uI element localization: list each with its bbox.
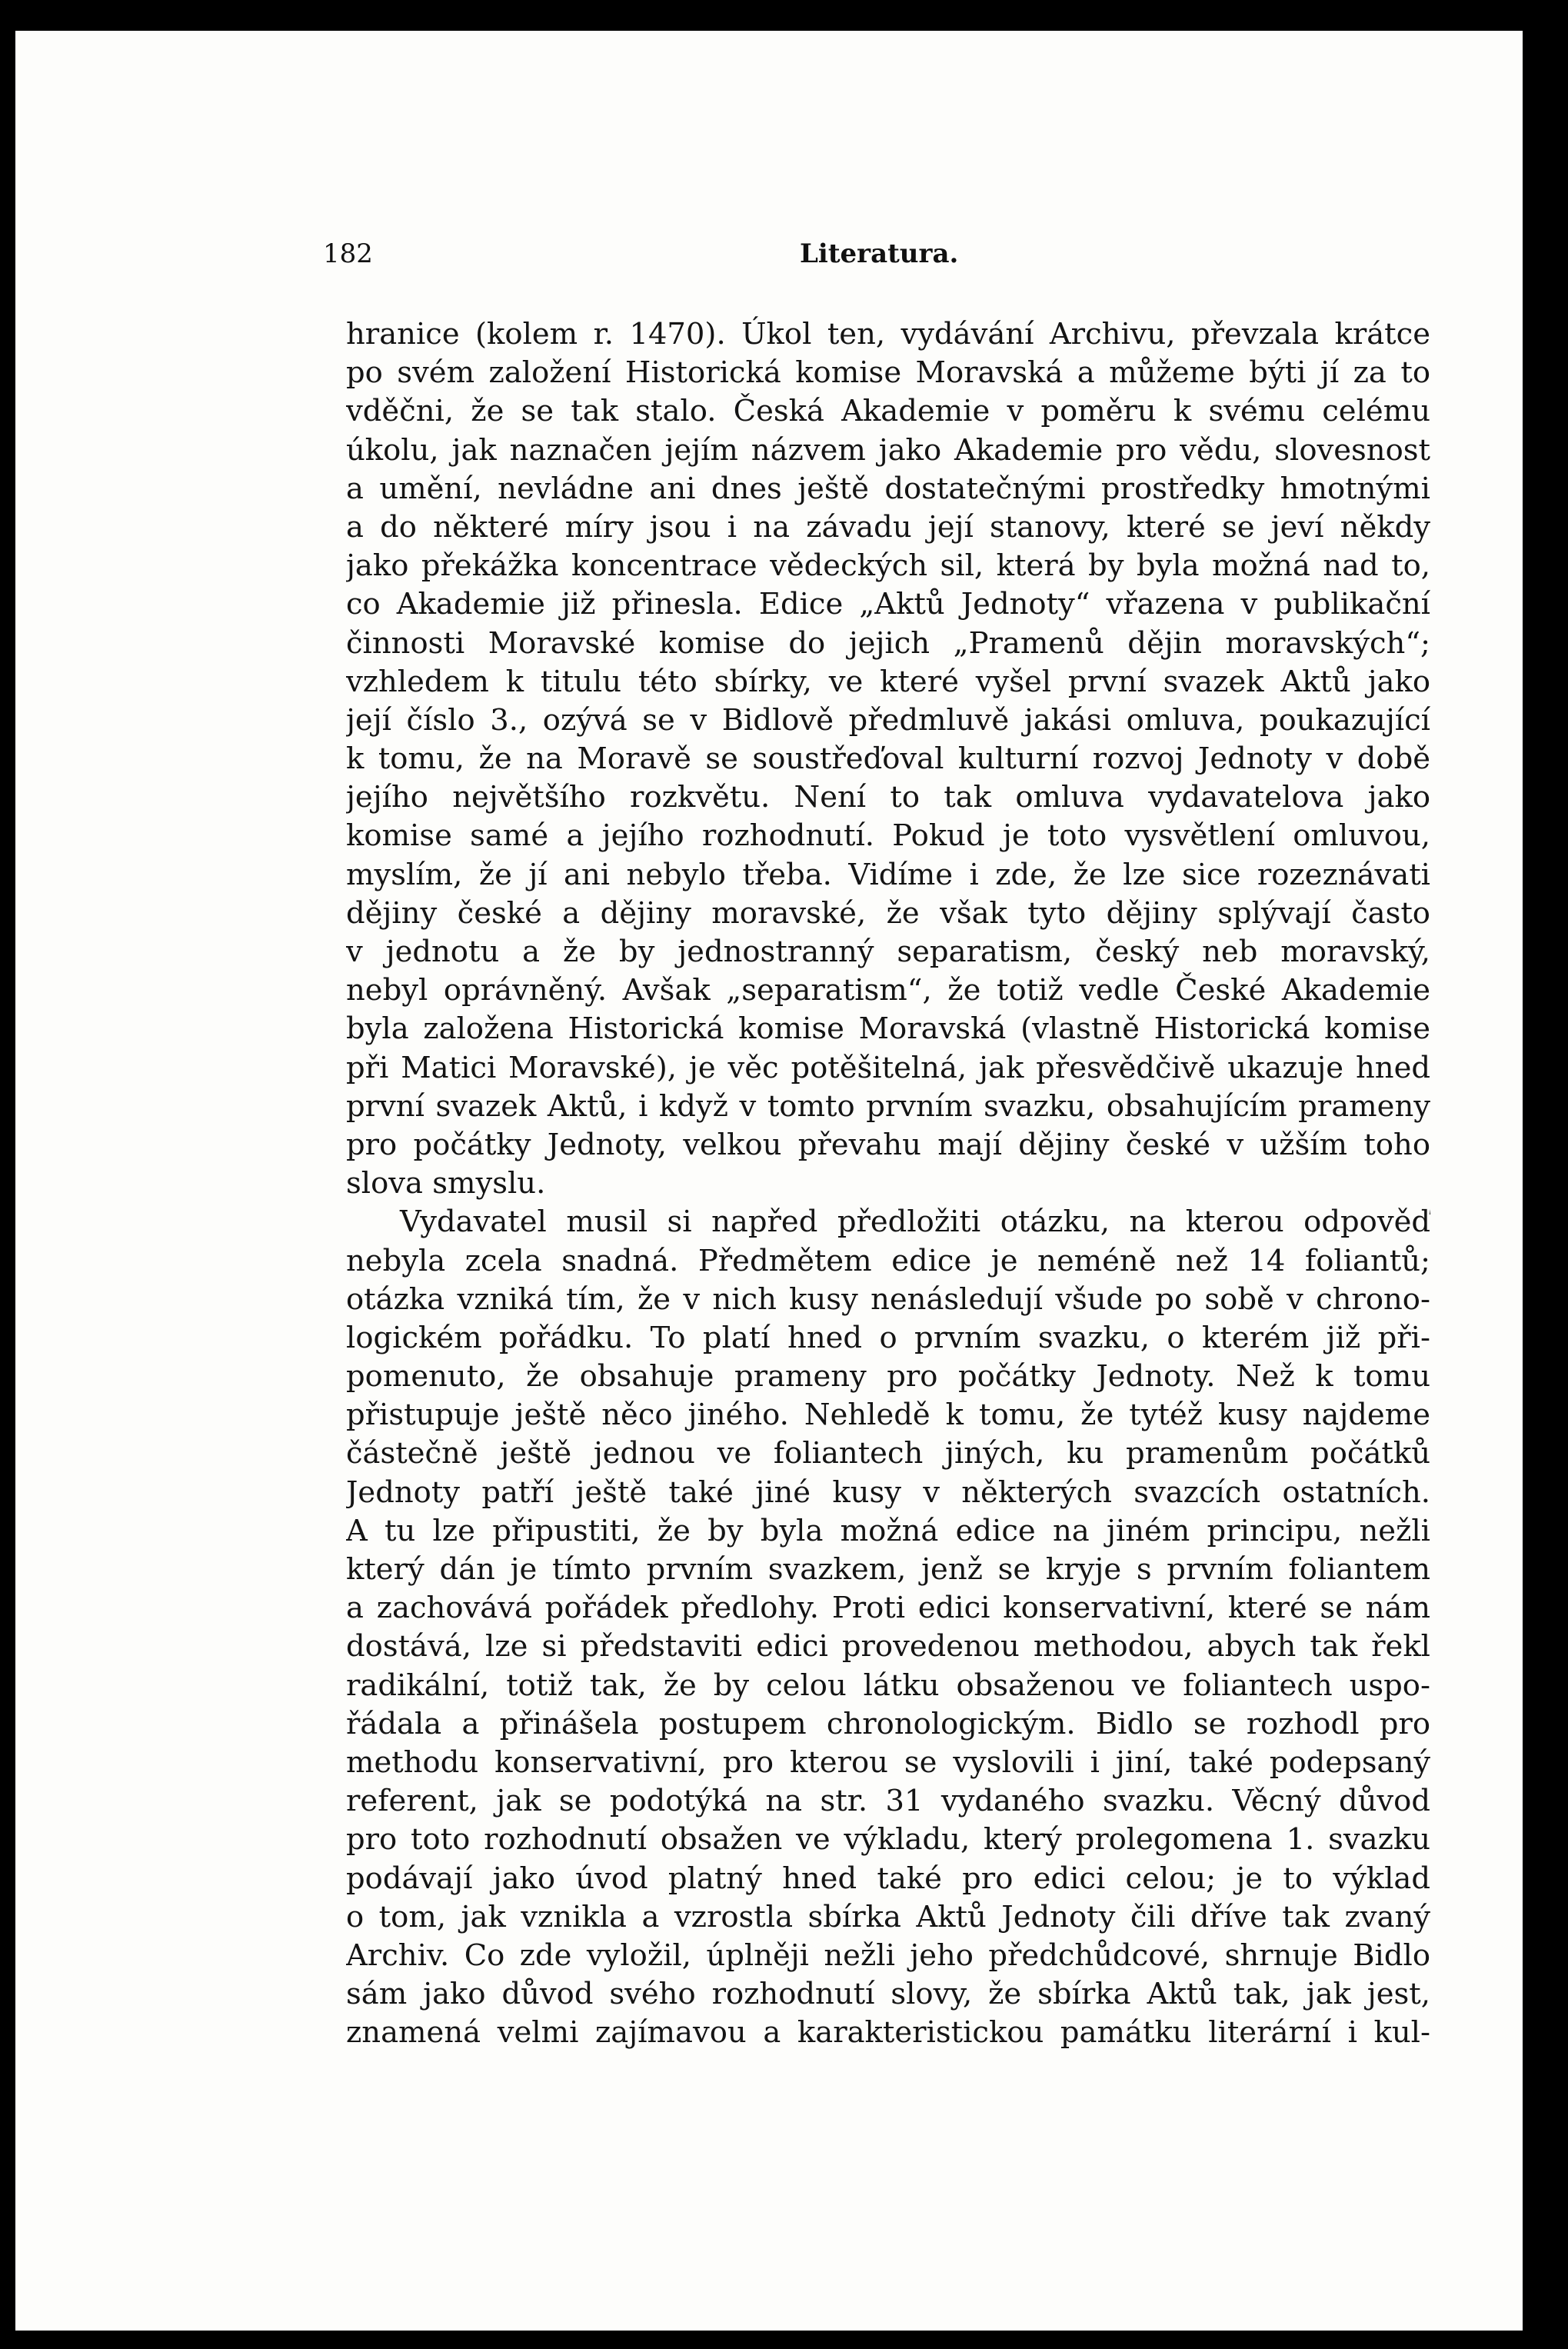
text-line: byla založena Historická komise Moravská (vlastně Historická komise [346, 1011, 1430, 1047]
text-line: znamená velmi zajímavou a karakteristickou památku literární i kul- [346, 2015, 1430, 2051]
text-line: nebyla zcela snadná. Předmětem edice je neméně než 14 foliantů; [346, 1243, 1430, 1278]
text-line: podávají jako úvod platný hned také pro edici celou; je to výklad [346, 1861, 1430, 1896]
body-text [346, 315, 1430, 2052]
text-line: v jednotu a že by jednostranný separatism, český neb moravský, [346, 935, 1430, 969]
text-line: vzhledem k titulu této sbírky, ve které vyšel první svazek Aktů jako [346, 664, 1430, 699]
running-head: Literatura. [800, 238, 959, 269]
page-number: 182 [323, 238, 373, 269]
text-line: její číslo 3., ozývá se v Bidlově předmluvě jakási omluva, poukazující [346, 702, 1430, 738]
text-line: Vydavatel musil si napřed předložiti otázku, na kterou odpověď [400, 1204, 1430, 1240]
text-line: k tomu, že na Moravě se soustřeďoval kulturní rozvoj Jednoty v době [346, 741, 1430, 777]
text-line: úkolu, jak naznačen jejím názvem jako Akademie pro vědu, slovesnost [346, 432, 1430, 468]
text-line: částečně ještě jednou ve foliantech jiných, ku pramenům počátků [346, 1436, 1430, 1471]
text-line: dějiny české a dějiny moravské, že však tyto dějiny splývají často [346, 895, 1430, 931]
scan-edge [1523, 31, 1568, 2331]
text-line: který dán je tímto prvním svazkem, jenž se kryje s prvním foliantem [346, 1552, 1430, 1587]
text-line: přistupuje ještě něco jiného. Nehledě k tomu, že tytéž kusy najdeme [346, 1398, 1430, 1433]
text-line: referent, jak se podotýká na str. 31 vydaného svazku. Věcný důvod [346, 1784, 1430, 1819]
text-line: a umění, nevládne ani dnes ještě dostatečnými prostředky hmotnými [346, 471, 1430, 506]
text-line: po svém založení Historická komise Moravská a můžeme býti jí za to [346, 355, 1430, 391]
text-line: řádala a přinášela postupem chronologickým. Bidlo se rozhodl pro [346, 1706, 1430, 1741]
text-line: slova smyslu. [346, 1166, 546, 1201]
text-line: co Akademie již přinesla. Edice „Aktů Jednoty“ vřazena v publikační [346, 587, 1430, 622]
text-line: komise samé a jejího rozhodnutí. Pokud je toto vysvětlení omluvou, [346, 818, 1430, 854]
text-line: pro toto rozhodnutí obsažen ve výkladu, který prolegomena 1. svazku [346, 1822, 1430, 1858]
text-line: pomenuto, že obsahuje prameny pro počátky Jednoty. Než k tomu [346, 1359, 1430, 1394]
text-line: jejího největšího rozkvětu. Není to tak omluva vydavatelova jako [346, 780, 1430, 815]
text-line: hranice (kolem r. 1470). Úkol ten, vydávání Archivu, převzala krátce [346, 317, 1430, 352]
text-line: a zachovává pořádek předlohy. Proti edici konservativní, které se nám [346, 1591, 1430, 1626]
text-line: pro počátky Jednoty, velkou převahu mají dějiny české v užším toho [346, 1127, 1430, 1162]
text-line: vděčni, že se tak stalo. Česká Akademie v poměru k svému celému [346, 394, 1430, 429]
text-line: logickém pořádku. To platí hned o prvním svazku, o kterém již při- [346, 1320, 1430, 1355]
text-line: sám jako důvod svého rozhodnutí slovy, že sbírka Aktů tak, jak jest, [346, 1977, 1430, 2012]
text-line: A tu lze připustiti, že by byla možná edice na jiném principu, nežli [346, 1513, 1430, 1548]
text-line: při Matici Moravské), je věc potěšitelná, jak přesvědčivě ukazuje hned [346, 1050, 1430, 1085]
text-line: o tom, jak vznikla a vzrostla sbírka Aktů Jednoty čili dříve tak zvaný [346, 1899, 1430, 1934]
text-line: Archiv. Co zde vyložil, úplněji nežli jeho předchůdcové, shrnuje Bidlo [346, 1938, 1430, 1973]
text-line: a do některé míry jsou i na závadu její stanovy, které se jeví někdy [346, 509, 1430, 545]
page-header [323, 238, 1430, 292]
text-line: myslím, že jí ani nebylo třeba. Vidíme i zde, že lze sice rozeznávati [346, 857, 1430, 892]
text-line: činnosti Moravské komise do jejich „Pramenů dějin moravských“; [346, 625, 1430, 661]
text-line: Jednoty patří ještě také jiné kusy v některých svazcích ostatních. [346, 1474, 1430, 1510]
text-line: první svazek Aktů, i když v tomto prvním svazku, obsahujícím prameny [346, 1088, 1430, 1124]
text-line: jako překážka koncentrace vědeckých sil, která by byla možná nad to, [346, 548, 1430, 584]
text-line: methodu konservativní, pro kterou se vyslovili i jiní, také podepsaný [346, 1744, 1430, 1780]
text-line: radikální, totiž tak, že by celou látku obsaženou ve foliantech uspo- [346, 1668, 1430, 1703]
text-line: otázka vzniká tím, že v nich kusy nenásledují všude po sobě v chrono- [346, 1281, 1430, 1317]
text-line: dostává, lze si představiti edici provedenou methodou, abych tak řekl [346, 1629, 1430, 1664]
text-line: nebyl oprávněný. Avšak „separatism“, že totiž vedle České Akademie [346, 973, 1430, 1008]
